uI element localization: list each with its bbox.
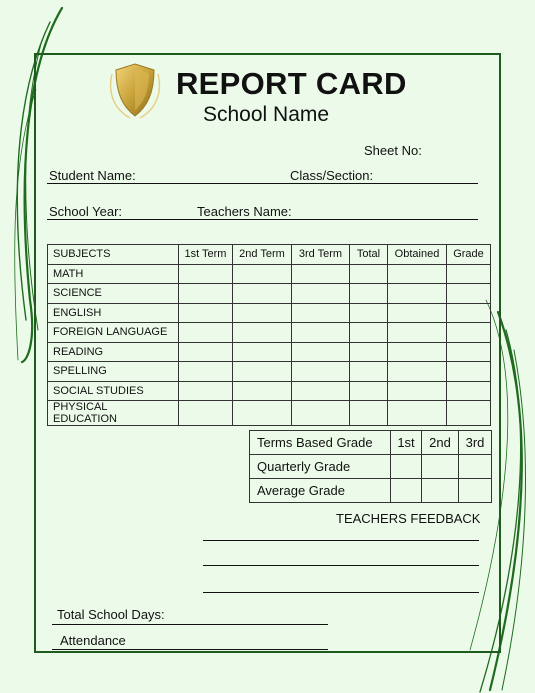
subject-physical-education: PHYSICAL EDUCATION [48,401,179,426]
subject-spelling: SPELLING [48,362,179,382]
page-title: REPORT CARD [176,66,407,101]
attendance-label: Attendance [60,633,126,648]
school-year-label: School Year: [49,204,123,219]
table-row [48,284,491,304]
table-row [48,264,491,284]
table-header-row [250,431,492,455]
school-name: School Name [203,103,330,126]
grades-table [47,244,491,426]
row-average-grade: Average Grade [250,479,391,503]
header-subjects: SUBJECTS [48,245,179,265]
terms-grade-table [249,430,492,503]
total-school-days-line[interactable] [52,624,328,625]
table-row [250,479,492,503]
header-total: Total [350,245,388,265]
class-section-label: Class/Section: [290,168,374,183]
student-name-label: Student Name: [49,168,136,183]
header-1st: 1st [391,431,422,455]
subject-math: MATH [48,264,179,284]
subject-science: SCIENCE [48,284,179,304]
table-row [48,323,491,343]
sheet-no-label: Sheet No: [364,143,422,158]
table-row [48,401,491,426]
header-grade: Grade [447,245,491,265]
header-terms-based-grade: Terms Based Grade [250,431,391,455]
header-1st-term: 1st Term [179,245,233,265]
table-header-row [48,245,491,265]
feedback-line-3[interactable] [203,592,479,593]
header-2nd-term: 2nd Term [233,245,292,265]
teachers-name-label: Teachers Name: [197,204,292,219]
table-row [250,455,492,479]
header-2nd: 2nd [422,431,459,455]
total-school-days-label: Total School Days: [57,607,165,622]
header-3rd-term: 3rd Term [292,245,350,265]
feedback-line-2[interactable] [203,565,479,566]
subject-reading: READING [48,342,179,362]
table-row [48,362,491,382]
student-name-line[interactable] [47,183,478,184]
table-row [48,303,491,323]
feedback-line-1[interactable] [203,540,479,541]
subject-foreign-language: FOREIGN LANGUAGE [48,323,179,343]
header-obtained: Obtained [388,245,447,265]
attendance-line[interactable] [52,649,328,650]
teachers-feedback-label: TEACHERS FEEDBACK [336,511,481,526]
header-3rd: 3rd [459,431,492,455]
school-year-line[interactable] [47,219,478,220]
subject-english: ENGLISH [48,303,179,323]
row-quarterly-grade: Quarterly Grade [250,455,391,479]
subject-social-studies: SOCIAL STUDIES [48,381,179,401]
table-row [48,342,491,362]
crest-shield-icon [104,60,166,122]
table-row [48,381,491,401]
